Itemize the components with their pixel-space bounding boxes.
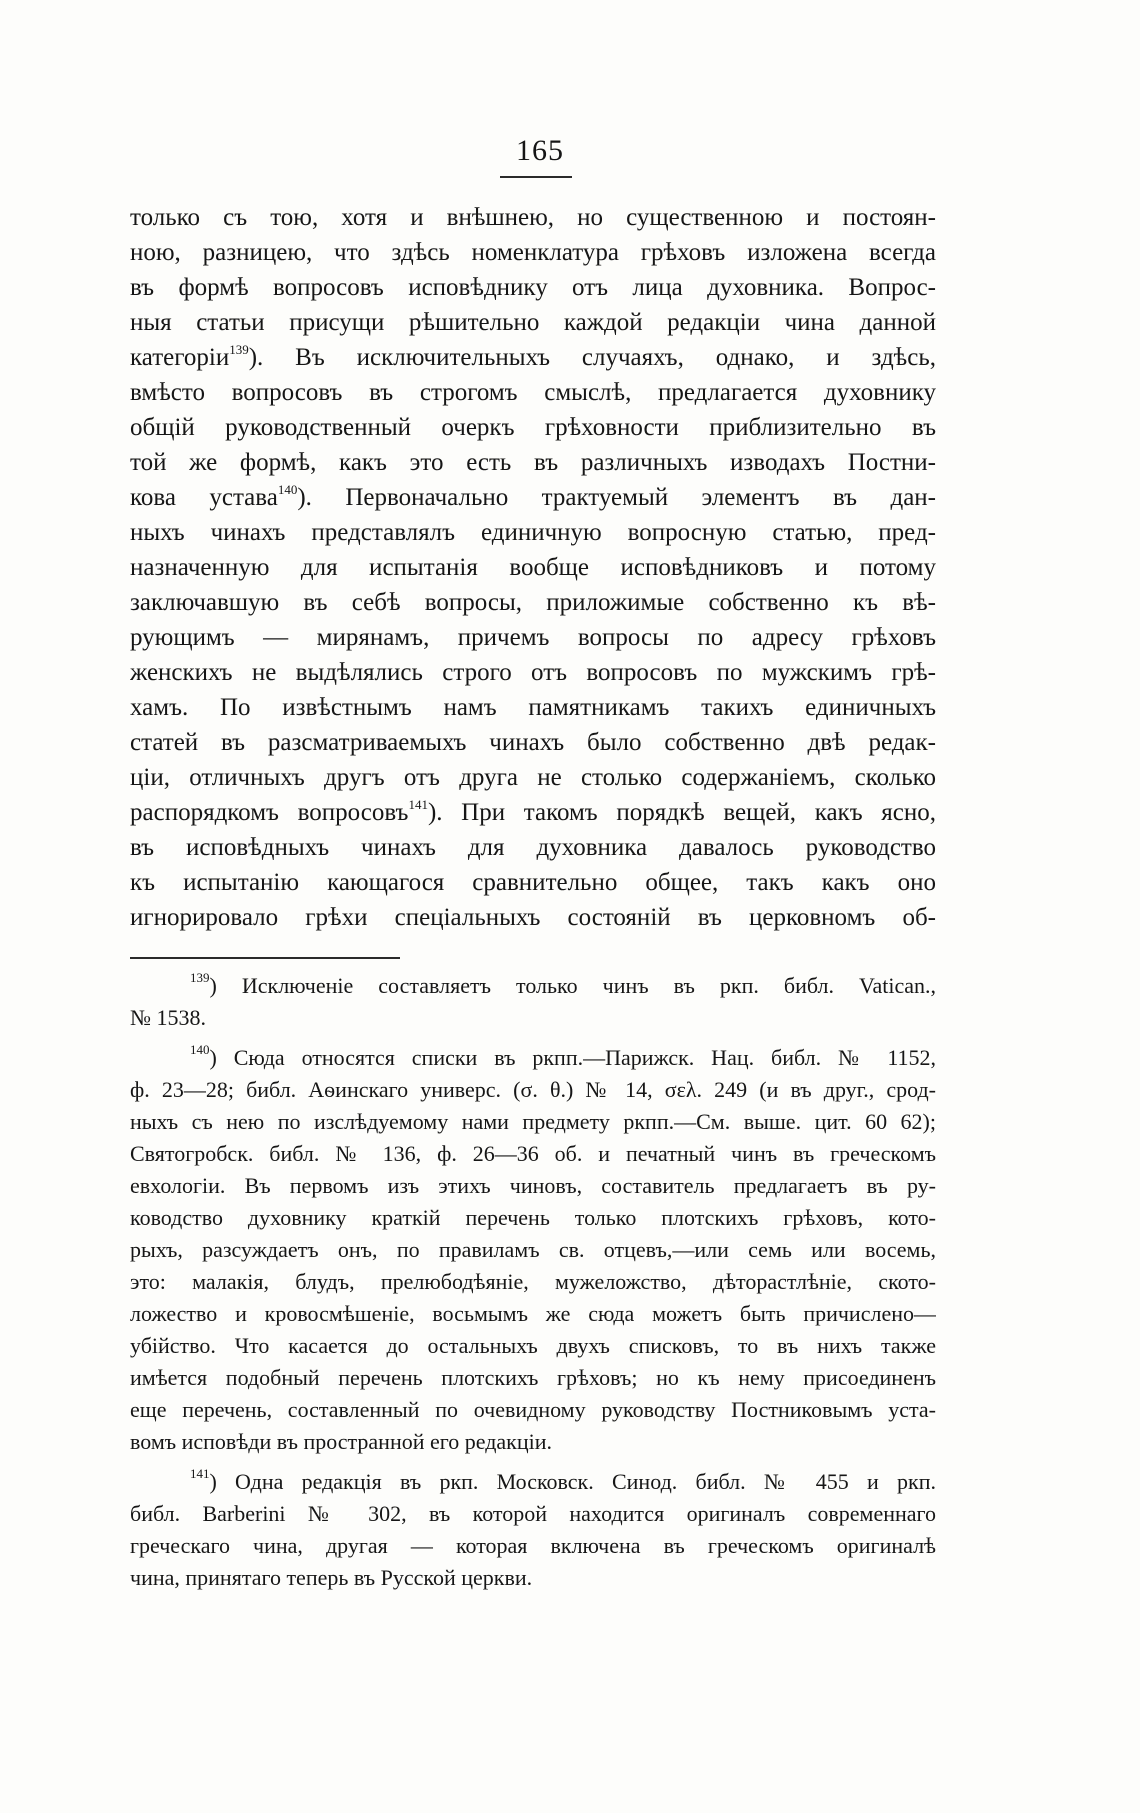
footnote-141 [130,1466,936,1594]
text-line: ныя статьи присущи рѣшительно каждой редакціи чина данной [130,309,936,336]
page-number: 165 [516,134,564,167]
text-line: заключавшую въ себѣ вопросы, приложимые собственно къ вѣ- [130,589,936,616]
text-line [130,795,936,830]
text-line: хамъ. По извѣстнымъ намъ памятникамъ такихъ единичныхъ [130,694,936,721]
text-fragment: категоріи [130,344,230,371]
footnote-line: имѣется подобный перечень плотскихъ грѣховъ; но къ нему присоединенъ [130,1365,936,1390]
text-line: ныхъ чинахъ представлялъ единичную вопросную статью, пред- [130,519,936,546]
text-fragment: ). При такомъ порядкѣ вещей, какъ ясно, [427,799,936,826]
footnote-139 [130,970,936,1034]
text-fragment: ). Первоначально трактуемый элементъ въ дан- [297,484,936,511]
footnotes [130,970,936,1594]
footnote-line: Святогробск. библ. № 136, ф. 26—36 об. и печатный чинъ въ греческомъ [130,1141,936,1166]
footnote-marker: 139 [190,970,210,985]
text-fragment: ). Въ исключительныхъ случаяхъ, однако, и здѣсь, [248,344,936,371]
text-line: женскихъ не выдѣлялись строго отъ вопросовъ по мужскимъ грѣ- [130,659,936,686]
text-line: въ формѣ вопросовъ исповѣднику отъ лица духовника. Вопрос- [130,274,936,301]
text-line: той же формѣ, какъ это есть въ различныхъ изводахъ Постни- [130,449,936,476]
footnote-line: ководство духовнику краткій перечень только плотскихъ грѣховъ, кото- [130,1205,936,1230]
footnote-ref-141: 141 [408,797,428,812]
text-line: вмѣсто вопросовъ въ строгомъ смыслѣ, предлагается духовнику [130,379,936,406]
text-line: игнорировало грѣхи спеціальныхъ состояній въ церковномъ об- [130,904,936,931]
main-text [130,200,936,935]
footnote-line: убійство. Что касается до остальныхъ двухъ списковъ, то въ нихъ также [130,1333,936,1358]
footnote-line: вомъ исповѣди въ пространной его редакціи. [130,1429,553,1454]
text-line: ціи, отличныхъ другъ отъ друга не столько содержаніемъ, сколько [130,764,936,791]
text-line [130,480,936,515]
footnote-line: ф. 23—28; библ. Аѳинскаго универс. (σ. θ.) № 14, σελ. 249 (и въ друг., срод- [130,1077,936,1102]
text-line: въ исповѣдныхъ чинахъ для духовника давалось руководство [130,834,936,861]
footnote-line [130,1466,936,1498]
footnote-marker: 141 [190,1466,210,1481]
text-line [130,340,936,375]
text-fragment: ) Исключеніе составляетъ только чинъ въ ркп. библ. Vatican., [209,973,936,998]
footnote-line: рыхъ, разсуждаетъ онъ, по правиламъ св. отцевъ,—или семь или восемь, [130,1237,936,1262]
text-line: ною, разницею, что здѣсь номенклатура грѣховъ изложена всегда [130,239,936,266]
text-fragment: ) Одна редакція въ ркп. Московск. Синод. библ. № 455 и ркп. [209,1469,936,1494]
footnote-line: это: малакія, блудъ, прелюбодѣяніе, мужеложство, дѣторастлѣніе, ското- [130,1269,936,1294]
footnote-line: чина, принятаго теперь въ Русской церкви. [130,1565,533,1590]
footnote-line: греческаго чина, другая — которая включена въ греческомъ оригиналѣ [130,1533,936,1558]
footnote-line [130,1042,936,1074]
page-number-underline [500,176,572,178]
footnote-line: еще перечень, составленный по очевидному руководству Постниковымъ уста- [130,1397,936,1422]
text-fragment: кова устава [130,484,278,511]
footnote-ref-140: 140 [277,482,298,497]
footnote-line: евхологіи. Въ первомъ изъ этихъ чиновъ, составитель предлагаетъ въ ру- [130,1173,936,1198]
footnote-marker: 140 [190,1042,210,1057]
footnote-ref-139: 139 [229,342,249,357]
footnote-line: ныхъ съ нею по изслѣдуемому нами предмету ркпп.—См. выше. цит. 60 62); [130,1109,936,1134]
text-line: только съ тою, хотя и внѣшнею, но существенною и постоян- [130,204,936,231]
footnote-line: ложество и кровосмѣшеніе, восьмымъ же сюда можетъ быть причислено— [130,1301,936,1326]
text-fragment: ) Сюда относятся списки въ ркпп.—Парижск. Нац. библ. № 1152, [209,1045,936,1070]
footnote-line [130,970,936,1002]
footnote-separator [130,957,400,959]
text-line: статей въ разсматриваемыхъ чинахъ было собственно двѣ редак- [130,729,936,756]
text-line: назначенную для испытанія вообще исповѣдниковъ и потому [130,554,936,581]
text-line: общій руководственный очеркъ грѣховности приблизительно въ [130,414,936,441]
footnote-line: библ. Barberini № 302, въ которой находится оригиналъ современнаго [130,1501,936,1526]
footnote-line: № 1538. [130,1005,206,1030]
text-line: къ испытанію кающагося сравнительно общее, такъ какъ оно [130,869,936,896]
footnote-140 [130,1042,936,1458]
text-line: рующимъ — мирянамъ, причемъ вопросы по адресу грѣховъ [130,624,936,651]
text-fragment: распорядкомъ вопросовъ [130,799,409,826]
